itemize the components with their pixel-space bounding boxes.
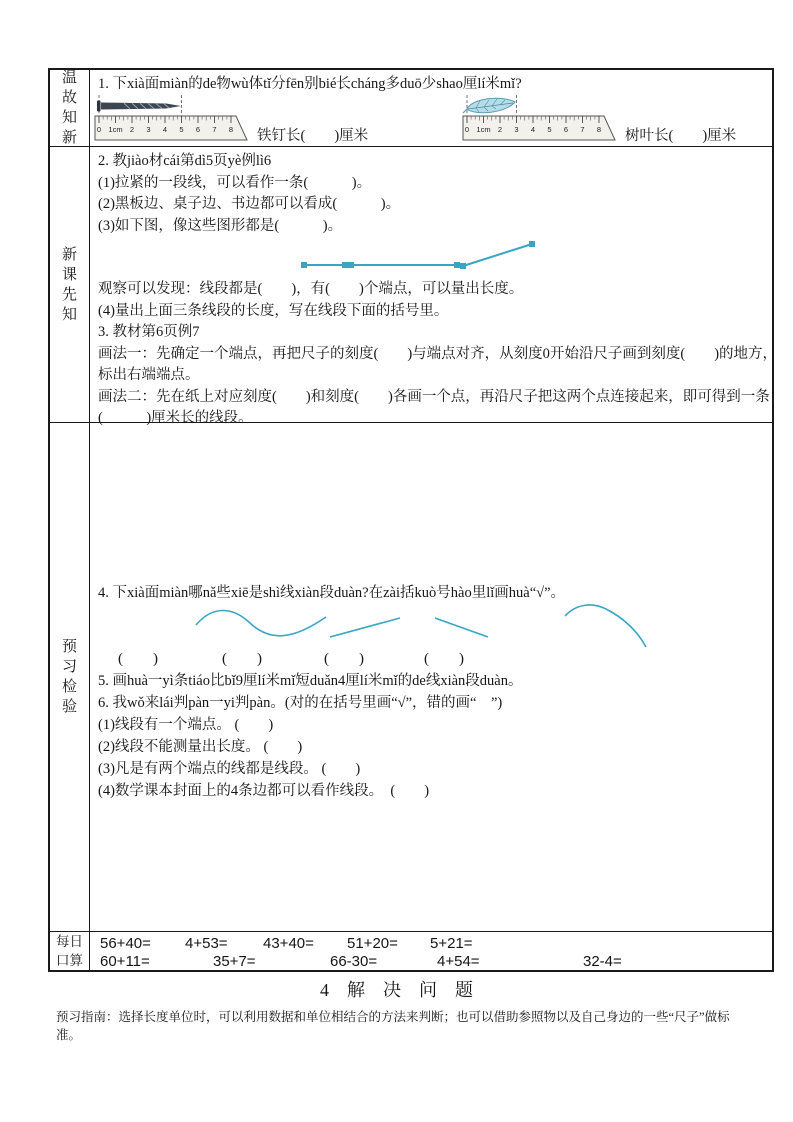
curves-figure [98, 601, 764, 647]
row-daily-calc-label [54, 932, 86, 970]
ascending-segment [330, 618, 400, 637]
calc-problem: 4+54= [437, 953, 480, 970]
answer-bracket-1: ( ) [118, 650, 158, 667]
method-2-text: 画法二：先在纸上对应刻度( )和刻度( )各画一个点，再沿尺子把这两个点连接起来，即可得到一条 [98, 388, 770, 405]
row-daily-calc-content [90, 932, 772, 970]
calc-problem: 4+53= [185, 935, 228, 952]
nail-length-blank: 铁钉长( )厘米 [257, 128, 369, 144]
row-new-lesson [50, 147, 778, 426]
question-1-text: 1. 下xià面miàn的de物wù体tǐ分fēn别bié长cháng多duō少shao厘lí米mǐ? [98, 76, 522, 92]
question-2-3-text: (3)如下图，像这些图形都是( )。 [98, 217, 343, 234]
leaf-ruler-figure [462, 94, 736, 144]
answer-bracket-3: ( ) [324, 650, 364, 667]
row-new-lesson-label: 新课先知 [61, 246, 77, 323]
line-segments-diagram [98, 237, 777, 279]
ruler-tick: 2 [129, 125, 135, 134]
question-2-4-text: (4)量出上面三条线段的长度，写在线段下面的括号里。 [98, 302, 449, 319]
row-new-lesson-content [90, 147, 785, 426]
ruler-tick: 6 [195, 125, 201, 134]
calc-problem: 35+7= [213, 953, 256, 970]
row-review-label-cell [50, 70, 90, 146]
daily-label-line1: 每日 [56, 934, 83, 949]
nail-icon [97, 101, 181, 112]
ruler-tick: 4 [530, 125, 536, 134]
question-3-text: 3. 教材第6页例7 [98, 324, 200, 340]
answer-brackets-row [98, 647, 764, 670]
row-preview-check-content [90, 423, 772, 931]
answer-bracket-4: ( ) [424, 650, 464, 667]
nail-ruler-image [94, 94, 254, 144]
curves-image [186, 601, 786, 649]
ruler-tick: 3 [146, 125, 151, 134]
method-1-text: 画法一：先确定一个端点，再把尺子的刻度( )与端点对齐，从刻度0开始沿尺子画到刻度( )的地方， [98, 345, 778, 362]
row-review [50, 70, 772, 147]
ruler-tick: 5 [179, 125, 184, 134]
answer-bracket-2: ( ) [222, 650, 262, 667]
row-review-content [90, 70, 772, 146]
method-2-text-cont: ( )厘米长的线段。 [98, 410, 253, 426]
ruler-tick: 7 [212, 125, 217, 134]
row-daily-calc [50, 932, 772, 970]
ruler-tick: 0 [464, 125, 470, 134]
calc-problem: 51+20= [347, 935, 398, 952]
ruler-tick: 6 [563, 125, 569, 134]
row-preview-check-label-cell [50, 423, 90, 931]
daily-label-line2: 口算 [56, 953, 83, 968]
ruler-tick: 4 [162, 125, 168, 134]
line-segments-image [298, 237, 548, 277]
judge-3-text: (3)凡是有两个端点的线都是线段。 ( ) [98, 760, 361, 777]
question-2-text: 2. 教jiào材cái第dì5页yè例lì6 [98, 153, 272, 169]
calc-problem: 32-4= [583, 953, 622, 970]
row-new-lesson-label-cell [50, 147, 90, 422]
worksheet-table [48, 68, 778, 972]
question-6-text: 6. 我wǒ来lái判pàn一yi判pàn。(对的在括号里画“√”，错的画“ ”) [98, 694, 503, 711]
wavy-curve [196, 610, 326, 635]
ruler-tick: 1cm [108, 125, 123, 134]
calc-problem: 43+40= [263, 935, 314, 952]
calc-problem: 60+11= [100, 953, 150, 970]
ruler-tick: 0 [96, 125, 102, 134]
method-1-text-cont: 标出右端端点。 [98, 367, 200, 383]
leaf-length-blank: 树叶长( )厘米 [625, 128, 737, 144]
question-2-1-text: (1)拉紧的一段线，可以看作一条( )。 [98, 174, 372, 191]
ruler-tick: 1cm [476, 125, 491, 134]
descending-segment [435, 618, 488, 637]
row-review-label: 温故知新 [61, 70, 77, 146]
ruler-tick: 8 [228, 125, 234, 134]
preview-guide-text: 预习指南：选择长度单位时，可以利用数据和单位相结合的方法来判断；也可以借助参照物以及自己身边的一些“尺子”做标准。 [56, 1010, 730, 1042]
observe-text: 观察可以发现：线段都是( )，有( )个端点，可以量出长度。 [98, 281, 524, 297]
row-preview-check [50, 423, 772, 932]
next-section-title: 4 解 决 问 题 [320, 980, 473, 1000]
ruler-tick: 7 [580, 125, 585, 134]
judge-2-text: (2)线段不能测量出长度。 ( ) [98, 738, 303, 755]
question-2-2-text: (2)黑板边、桌子边、书边都可以看成( )。 [98, 196, 401, 212]
ruler-tick: 3 [514, 125, 519, 134]
ruler-tick: 8 [596, 125, 602, 134]
ruler-tick: 5 [547, 125, 552, 134]
row-preview-check-label: 预习检验 [61, 639, 77, 715]
leaf-icon [463, 98, 515, 113]
ruler-tick: 2 [497, 125, 503, 134]
judge-1-text: (1)线段有一个端点。 ( ) [98, 716, 274, 733]
leaf-ruler-image [462, 94, 622, 144]
question-5-text: 5. 画huà一yì条tiáo比bǐ9厘lí米mǐ短duǎn4厘lí米mǐ的de线xiàn段duàn。 [98, 672, 523, 689]
calc-problem: 66-30= [330, 953, 378, 970]
question-4-text: 4. 下xià面miàn哪nǎ些xiē是shì线xiàn段duàn?在zài括kuò号hào里lǐ画huà“√”。 [98, 585, 566, 601]
judge-4-text: (4)数学课本封面上的4条边都可以看作线段。 ( ) [98, 782, 430, 799]
nail-ruler-figure [94, 94, 368, 144]
row-daily-calc-label-cell [50, 932, 90, 970]
calc-problem: 5+21= [430, 935, 473, 952]
calc-problem: 56+40= [100, 935, 151, 952]
arc-curve [565, 604, 646, 646]
